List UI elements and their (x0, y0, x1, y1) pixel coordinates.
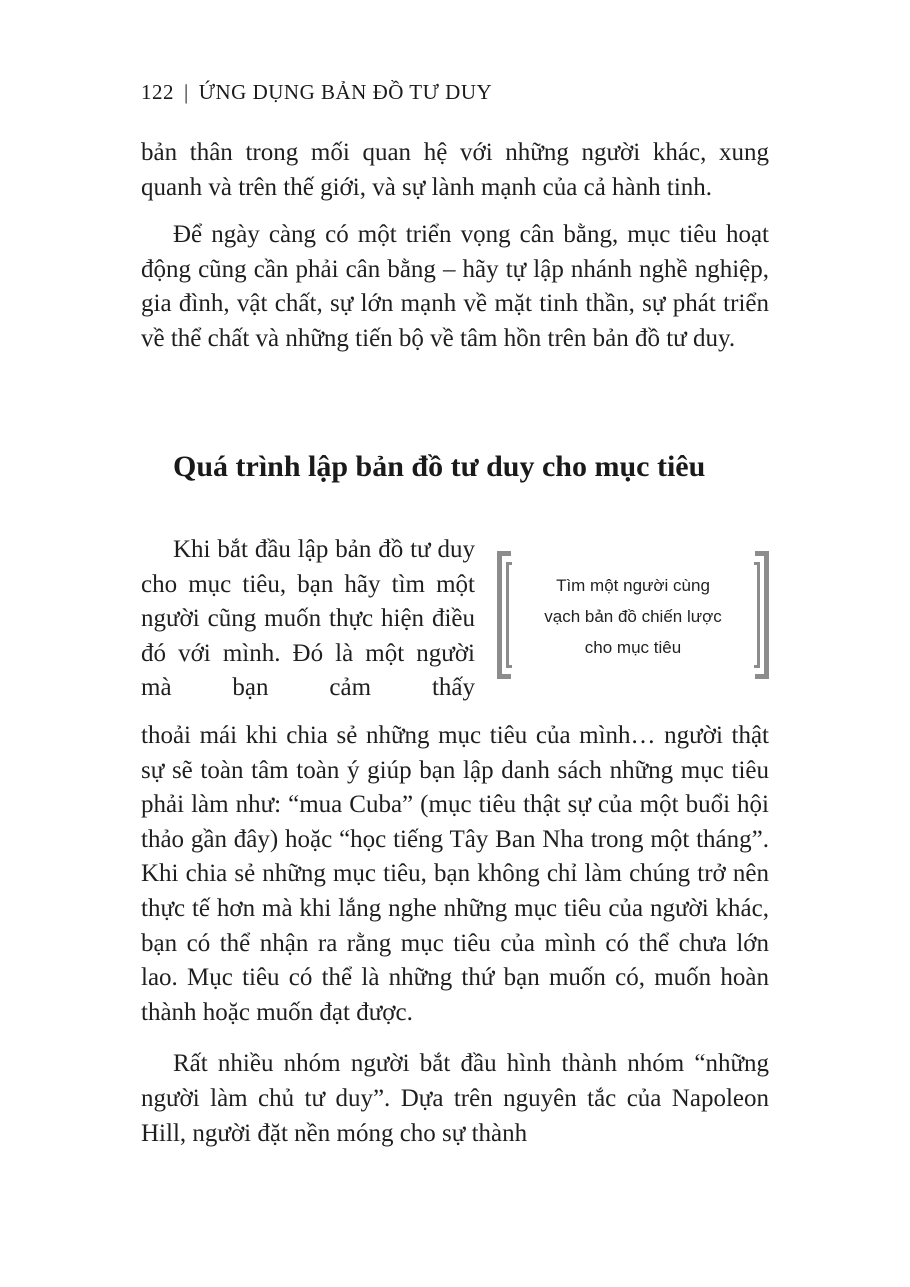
pull-quote-line: vạch bản đồ chiến lược (544, 607, 722, 626)
pull-quote-box (497, 551, 769, 683)
section-heading: Quá trình lập bản đồ tư duy cho mục tiêu (173, 450, 706, 483)
paragraph-wrapped-start: Khi bắt đầu lập bản đồ tư duy cho mục tiêu, bạn hãy tìm một người cũng muốn thực hiện điều đó với mình. Đó là một người mà bạn cảm thấy (141, 536, 475, 702)
body-text-bottom (141, 719, 769, 1151)
body-text-top (141, 136, 769, 357)
header-separator: | (184, 80, 189, 104)
running-header (141, 80, 492, 105)
paragraph-mastermind: Rất nhiều nhóm người bắt đầu hình thành nhóm “những người làm chủ tư duy”. Dựa trên nguyên tắc của Napoleon Hill, người đặt nền móng cho sự thành (141, 1050, 769, 1147)
pull-quote-line: cho mục tiêu (584, 638, 682, 657)
paragraph-wrapped-end: thoải mái khi chia sẻ những mục tiêu của mình… người thật sự sẽ toàn tâm toàn ý giúp bạn lập danh sách những mục tiêu phải làm như: “mua Cuba” (mục tiêu thật sự của một buổi hội thảo gần đây) hoặc “học tiếng Tây Ban Nha trong một tháng”. Khi chia sẻ những mục tiêu, bạn không chỉ làm chúng trở nên thực tế hơn mà khi lắng nghe những mục tiêu của người khác, bạn có thể nhận ra rằng mục tiêu của mình có thể chưa lớn lao. Mục tiêu có thể là những thứ bạn muốn có, muốn hoàn thành hoặc muốn đạt được. (141, 722, 769, 1026)
page-number: 122 (141, 80, 174, 104)
right-bracket-ornament (755, 551, 769, 679)
left-bracket-ornament (497, 551, 511, 679)
paragraph-balance: Để ngày càng có một triển vọng cân bằng, mục tiêu hoạt động cũng cần phải cân bằng – hãy tự lập nhánh nghề nghiệp, gia đình, vật chất, sự lớn mạnh về mặt tinh thần, sự phát triển về thể chất và những tiến bộ về tâm hồn trên bản đồ tư duy. (141, 221, 769, 352)
paragraph-continuation: bản thân trong mối quan hệ với những người khác, xung quanh và trên thế giới, và sự lành mạnh của cả hành tinh. (141, 139, 769, 201)
pull-quote-text (511, 570, 755, 663)
book-title: ỨNG DỤNG BẢN ĐỒ TƯ DUY (198, 80, 493, 104)
pull-quote-line: Tìm một người cùng (556, 576, 710, 595)
body-text-wrapped (141, 533, 475, 706)
